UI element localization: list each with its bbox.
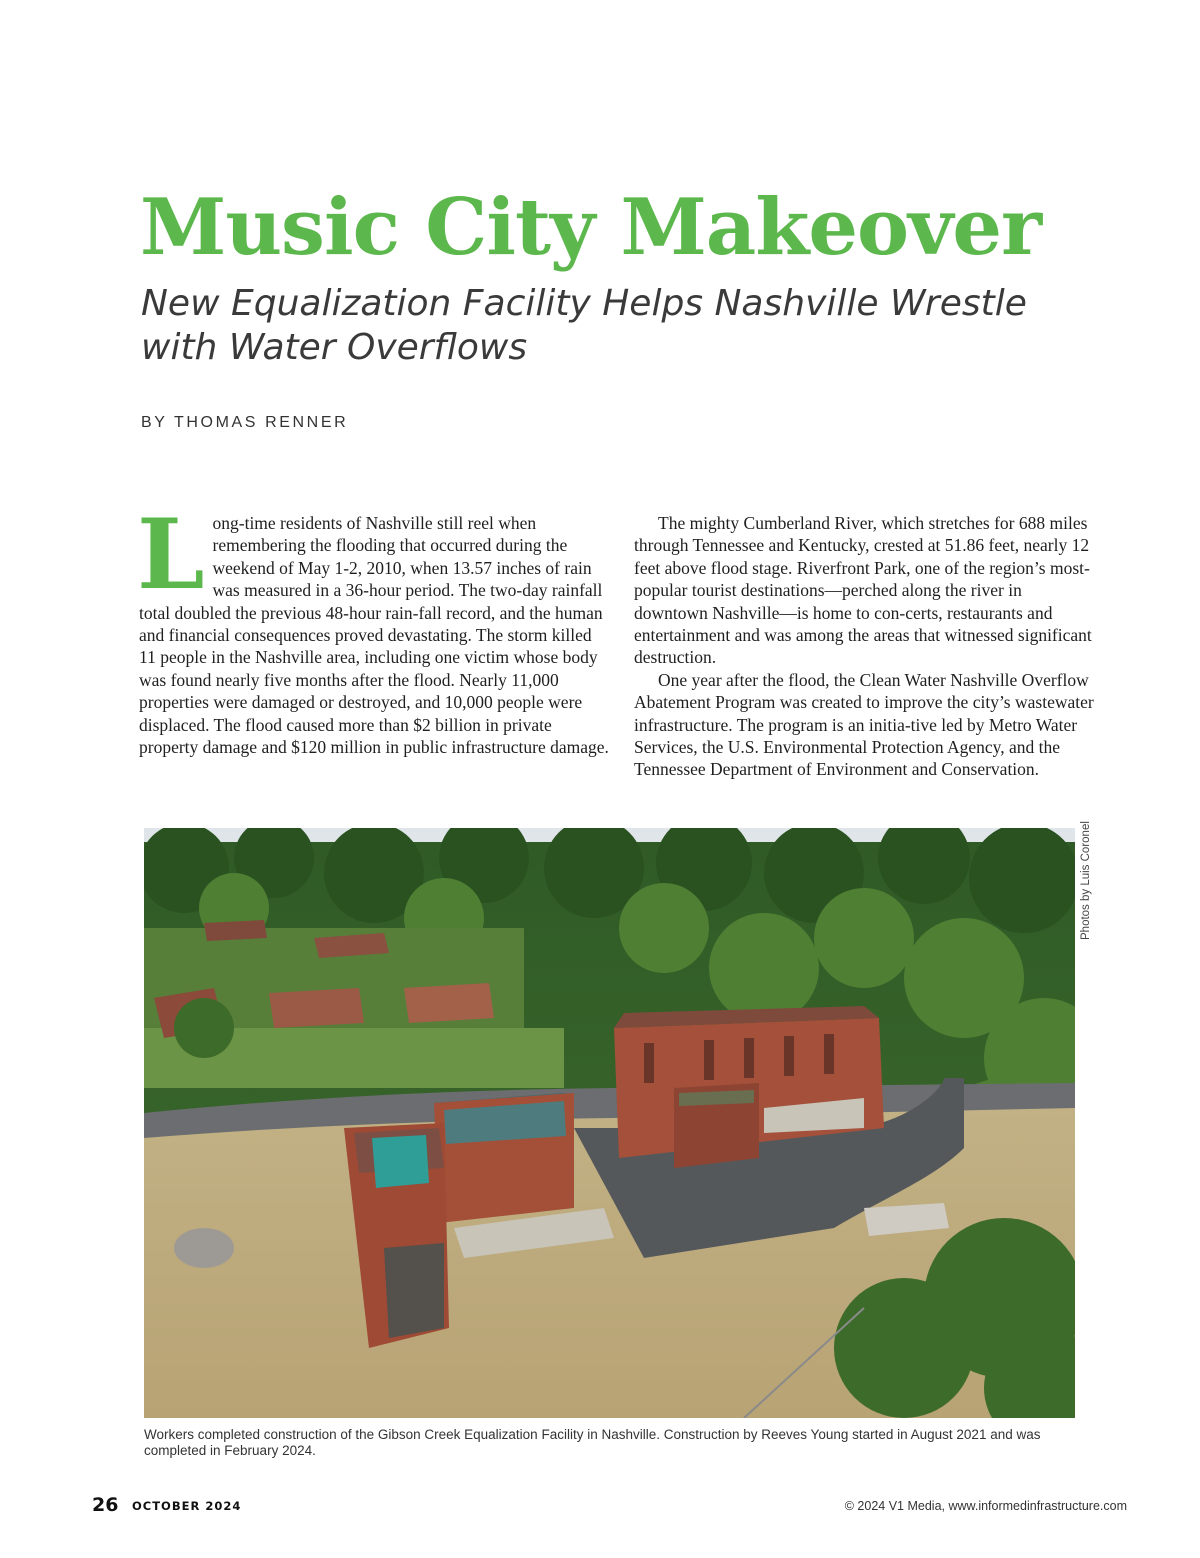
photo-credit: Photos by Luis Coronel [1080,821,1092,940]
page-number: 26 [92,1494,119,1516]
byline: BY THOMAS RENNER [141,414,349,431]
body-paragraph: The mighty Cumberland River, which stretches for 688 miles through Tennessee and Kentucky, crested at 51.86 feet, nearly 12 feet above flood stage. Riverfront Park, one of the region’s most-popular tourist destinations—perched along the river in downtown Nashville—is home to con-certs, restaurants and entertainment and was among the areas that witnessed significant destruction. [634,513,1092,668]
article-subtitle: New Equalization Facility Helps Nashville Wrestle with Water Overflows [141,283,1027,368]
issue-date: OCTOBER 2024 [132,1499,242,1513]
drop-cap: L [137,498,205,611]
photo-caption: Workers completed construction of the Gibson Creek Equalization Facility in Nashville. Construction by Reeves Young started in August 2021 and was completed in February 2024. [144,1427,1041,1458]
aerial-facility-photo [144,828,1075,1418]
body-paragraph [137,498,609,758]
copyright-notice: © 2024 V1 Media, www.informedinfrastructure.com [844,1499,1127,1513]
body-column-right [634,512,1100,781]
paragraph-text: ong-time residents of Nashville still reel when remembering the flooding that occurred during the weekend of May 1-2, 2010, when 13.57 inches of rain was measured in a 36-hour period. The two-day rainfall total doubled the previous 48-hour rain-fall record, and the human and financial consequences proved devastating. The storm killed 11 people in the Nashville area, including one victim whose body was found nearly five months after the flood. Nearly 11,000 properties were damaged or destroyed, and 10,000 people were displaced. The flood caused more than $2 billion in private property damage and $120 million in public infrastructure damage. [139,513,609,758]
body-column-left [137,498,609,758]
article-title: Music City Makeover [140,182,1042,273]
body-paragraph: One year after the flood, the Clean Water Nashville Overflow Abatement Program was created to improve the city’s wastewater infrastructure. The program is an initia-tive led by Metro Water Services, the U.S. Environmental Protection Agency, and the Tennessee Department of Environment and Conservation. [634,669,1094,780]
